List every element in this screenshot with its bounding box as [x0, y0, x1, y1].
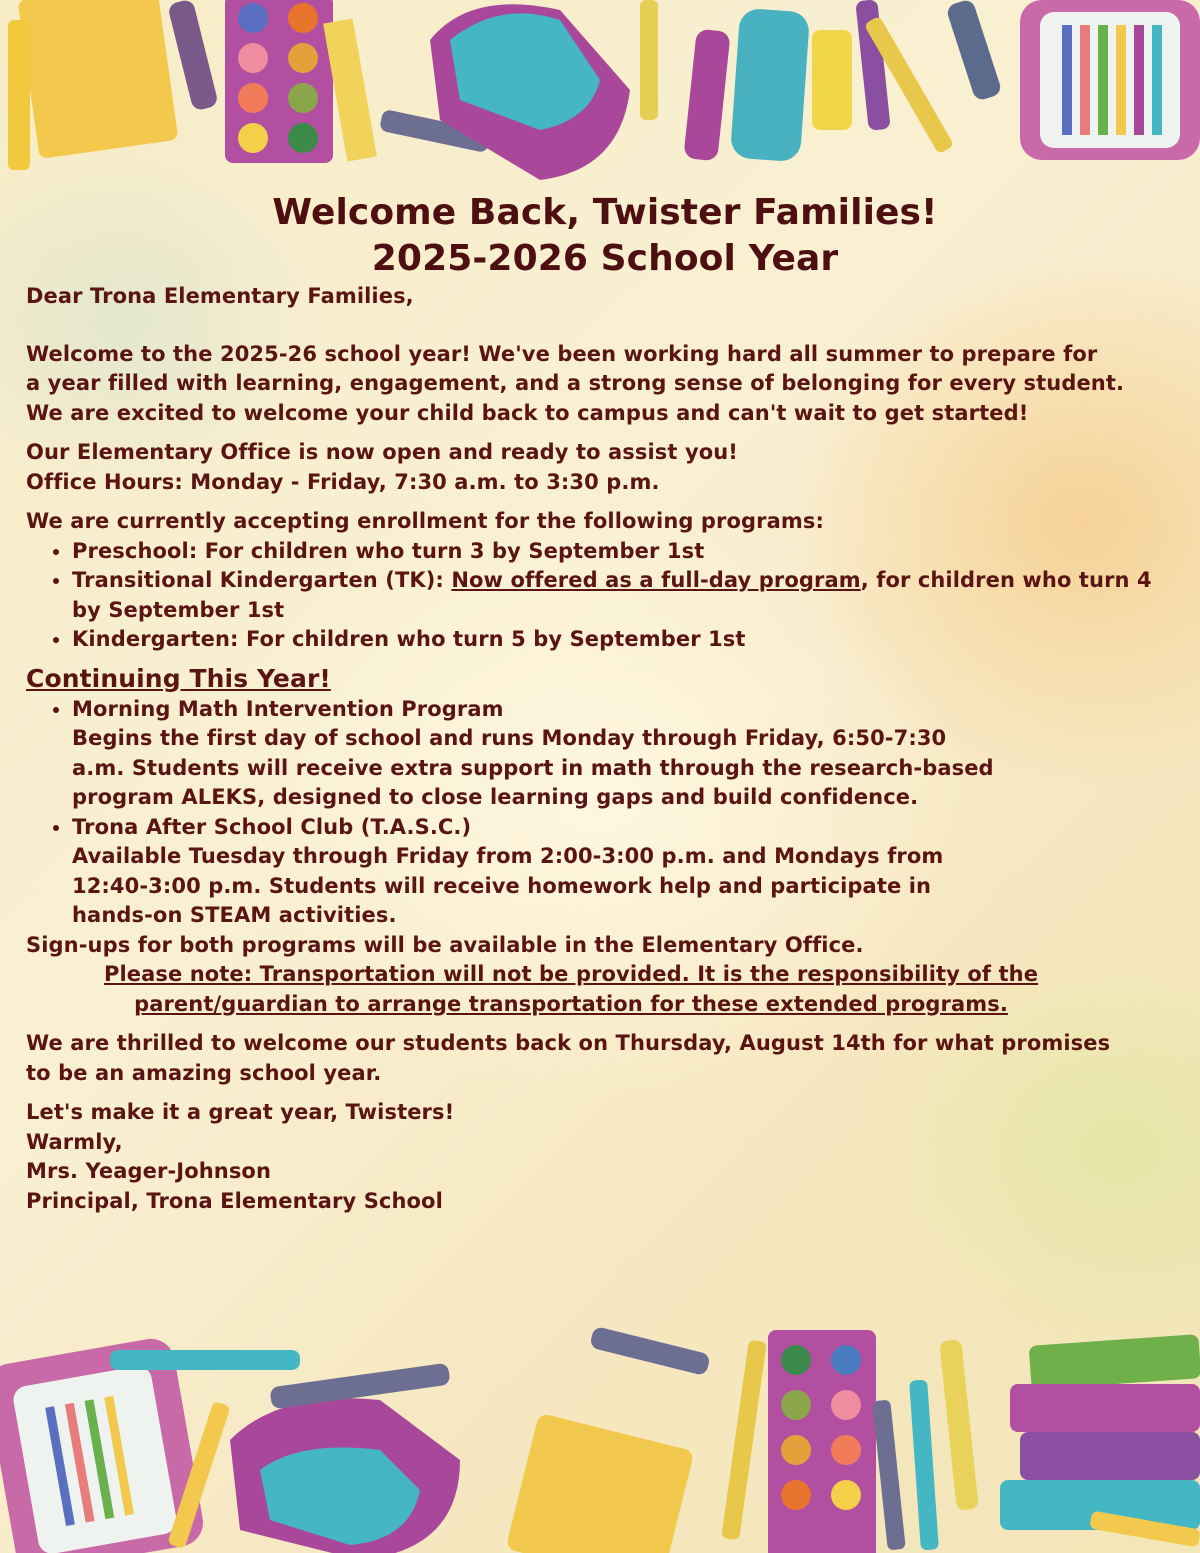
program-underlined: Now offered as a full-day program [451, 568, 861, 592]
intro-line-1: Welcome to the 2025-26 school year! We've been working hard all summer to prepare for [26, 341, 1098, 366]
list-item: • Preschool: For children who turn 3 by September 1st [72, 537, 1176, 567]
programs-list [26, 537, 1176, 655]
note-line-2: parent/guardian to arrange transportation for these extended programs. [134, 991, 1008, 1016]
continuing-list [26, 695, 1176, 931]
office-line: Our Elementary Office is now open and ready to assist you! [26, 440, 738, 464]
crayon-icon [589, 1326, 711, 1376]
program-name: • Trona After School Club (T.A.S.C.) [72, 814, 472, 839]
signups-text: Sign-ups for both programs will be available in the Elementary Office. [26, 932, 864, 957]
marker-icon-3 [945, 0, 1003, 102]
school-supplies-bottom-border [0, 1320, 1200, 1553]
title-line-2: 2025-2026 School Year [371, 238, 839, 279]
transportation-note [26, 960, 1116, 1019]
marker-icon [167, 0, 219, 112]
scissors-icon [872, 1399, 906, 1550]
welcome-back-line-1: We are thrilled to welcome our students back on Thursday, August 14th for what promises [26, 1031, 1111, 1055]
pencil-icon [8, 20, 30, 170]
continuing-heading: Continuing This Year! [26, 663, 331, 693]
marker-icon-2 [683, 29, 730, 162]
signoff: Warmly, [26, 1129, 123, 1154]
pencil-case-icon [730, 8, 810, 163]
welcome-back-paragraph [26, 1029, 1176, 1088]
school-supplies-top-border [0, 0, 1200, 200]
list-item [72, 566, 1176, 625]
program-prefix: Transitional Kindergarten (TK): [72, 568, 452, 592]
list-item [72, 813, 1032, 931]
pencil-icon-2 [640, 0, 658, 120]
books-stack-icon [1029, 1334, 1200, 1390]
intro-paragraph [26, 340, 1176, 429]
signer-name: Mrs. Yeager-Johnson [26, 1159, 271, 1183]
marker-icon-4 [110, 1350, 300, 1370]
closing-line: Let's make it a great year, Twisters! [26, 1100, 455, 1124]
page-title [26, 190, 1176, 282]
welcome-back-line-2: to be an amazing school year. [26, 1060, 382, 1085]
pencil-icon-5 [721, 1340, 767, 1541]
note-line-1: Please note: Transportation will not be provided. It is the responsibility of the [103, 962, 1039, 986]
salutation: Dear Trona Elementary Families, [26, 284, 414, 308]
program-name: • Morning Math Intervention Program [72, 696, 504, 721]
office-info [26, 438, 1176, 497]
intro-line-2: a year filled with learning, engagement, and a strong sense of belonging for every student. [26, 371, 1125, 395]
program-suffix: , for children who turn 4 by September 1st [72, 568, 1152, 622]
highlighter-icon [812, 30, 852, 130]
title-line-1: Welcome Back, Twister Families! [272, 192, 938, 233]
office-hours: Office Hours: Monday - Friday, 7:30 a.m. to 3:30 p.m. [26, 469, 660, 494]
closing [26, 1098, 1176, 1216]
program-details: Available Tuesday through Friday from 2:00-3:00 p.m. and Mondays from 12:40-3:00 p.m. Students will receive homework help and participate in hands-on STEAM activities. [72, 844, 944, 927]
enrollment-intro: We are currently accepting enrollment for the following programs: [26, 509, 824, 533]
pen-icon-4 [909, 1380, 939, 1551]
notebook-icon-2 [505, 1413, 694, 1553]
intro-line-3: We are excited to welcome your child back to campus and can't wait to get started! [26, 400, 1029, 425]
notebook-icon [18, 0, 179, 159]
program-details: Begins the first day of school and runs Monday through Friday, 6:50-7:30 a.m. Students will receive extra support in math through the research-based program ALEKS, designed to close learning gaps and build confidence. [72, 726, 994, 809]
list-item: • Kindergarten: For children who turn 5 by September 1st [72, 625, 1176, 655]
signer-title: Principal, Trona Elementary School [26, 1188, 443, 1213]
letter-content [26, 190, 1176, 1216]
enrollment-section [26, 507, 1176, 655]
highlighter-icon-2 [939, 1339, 979, 1510]
list-item [72, 695, 1032, 813]
